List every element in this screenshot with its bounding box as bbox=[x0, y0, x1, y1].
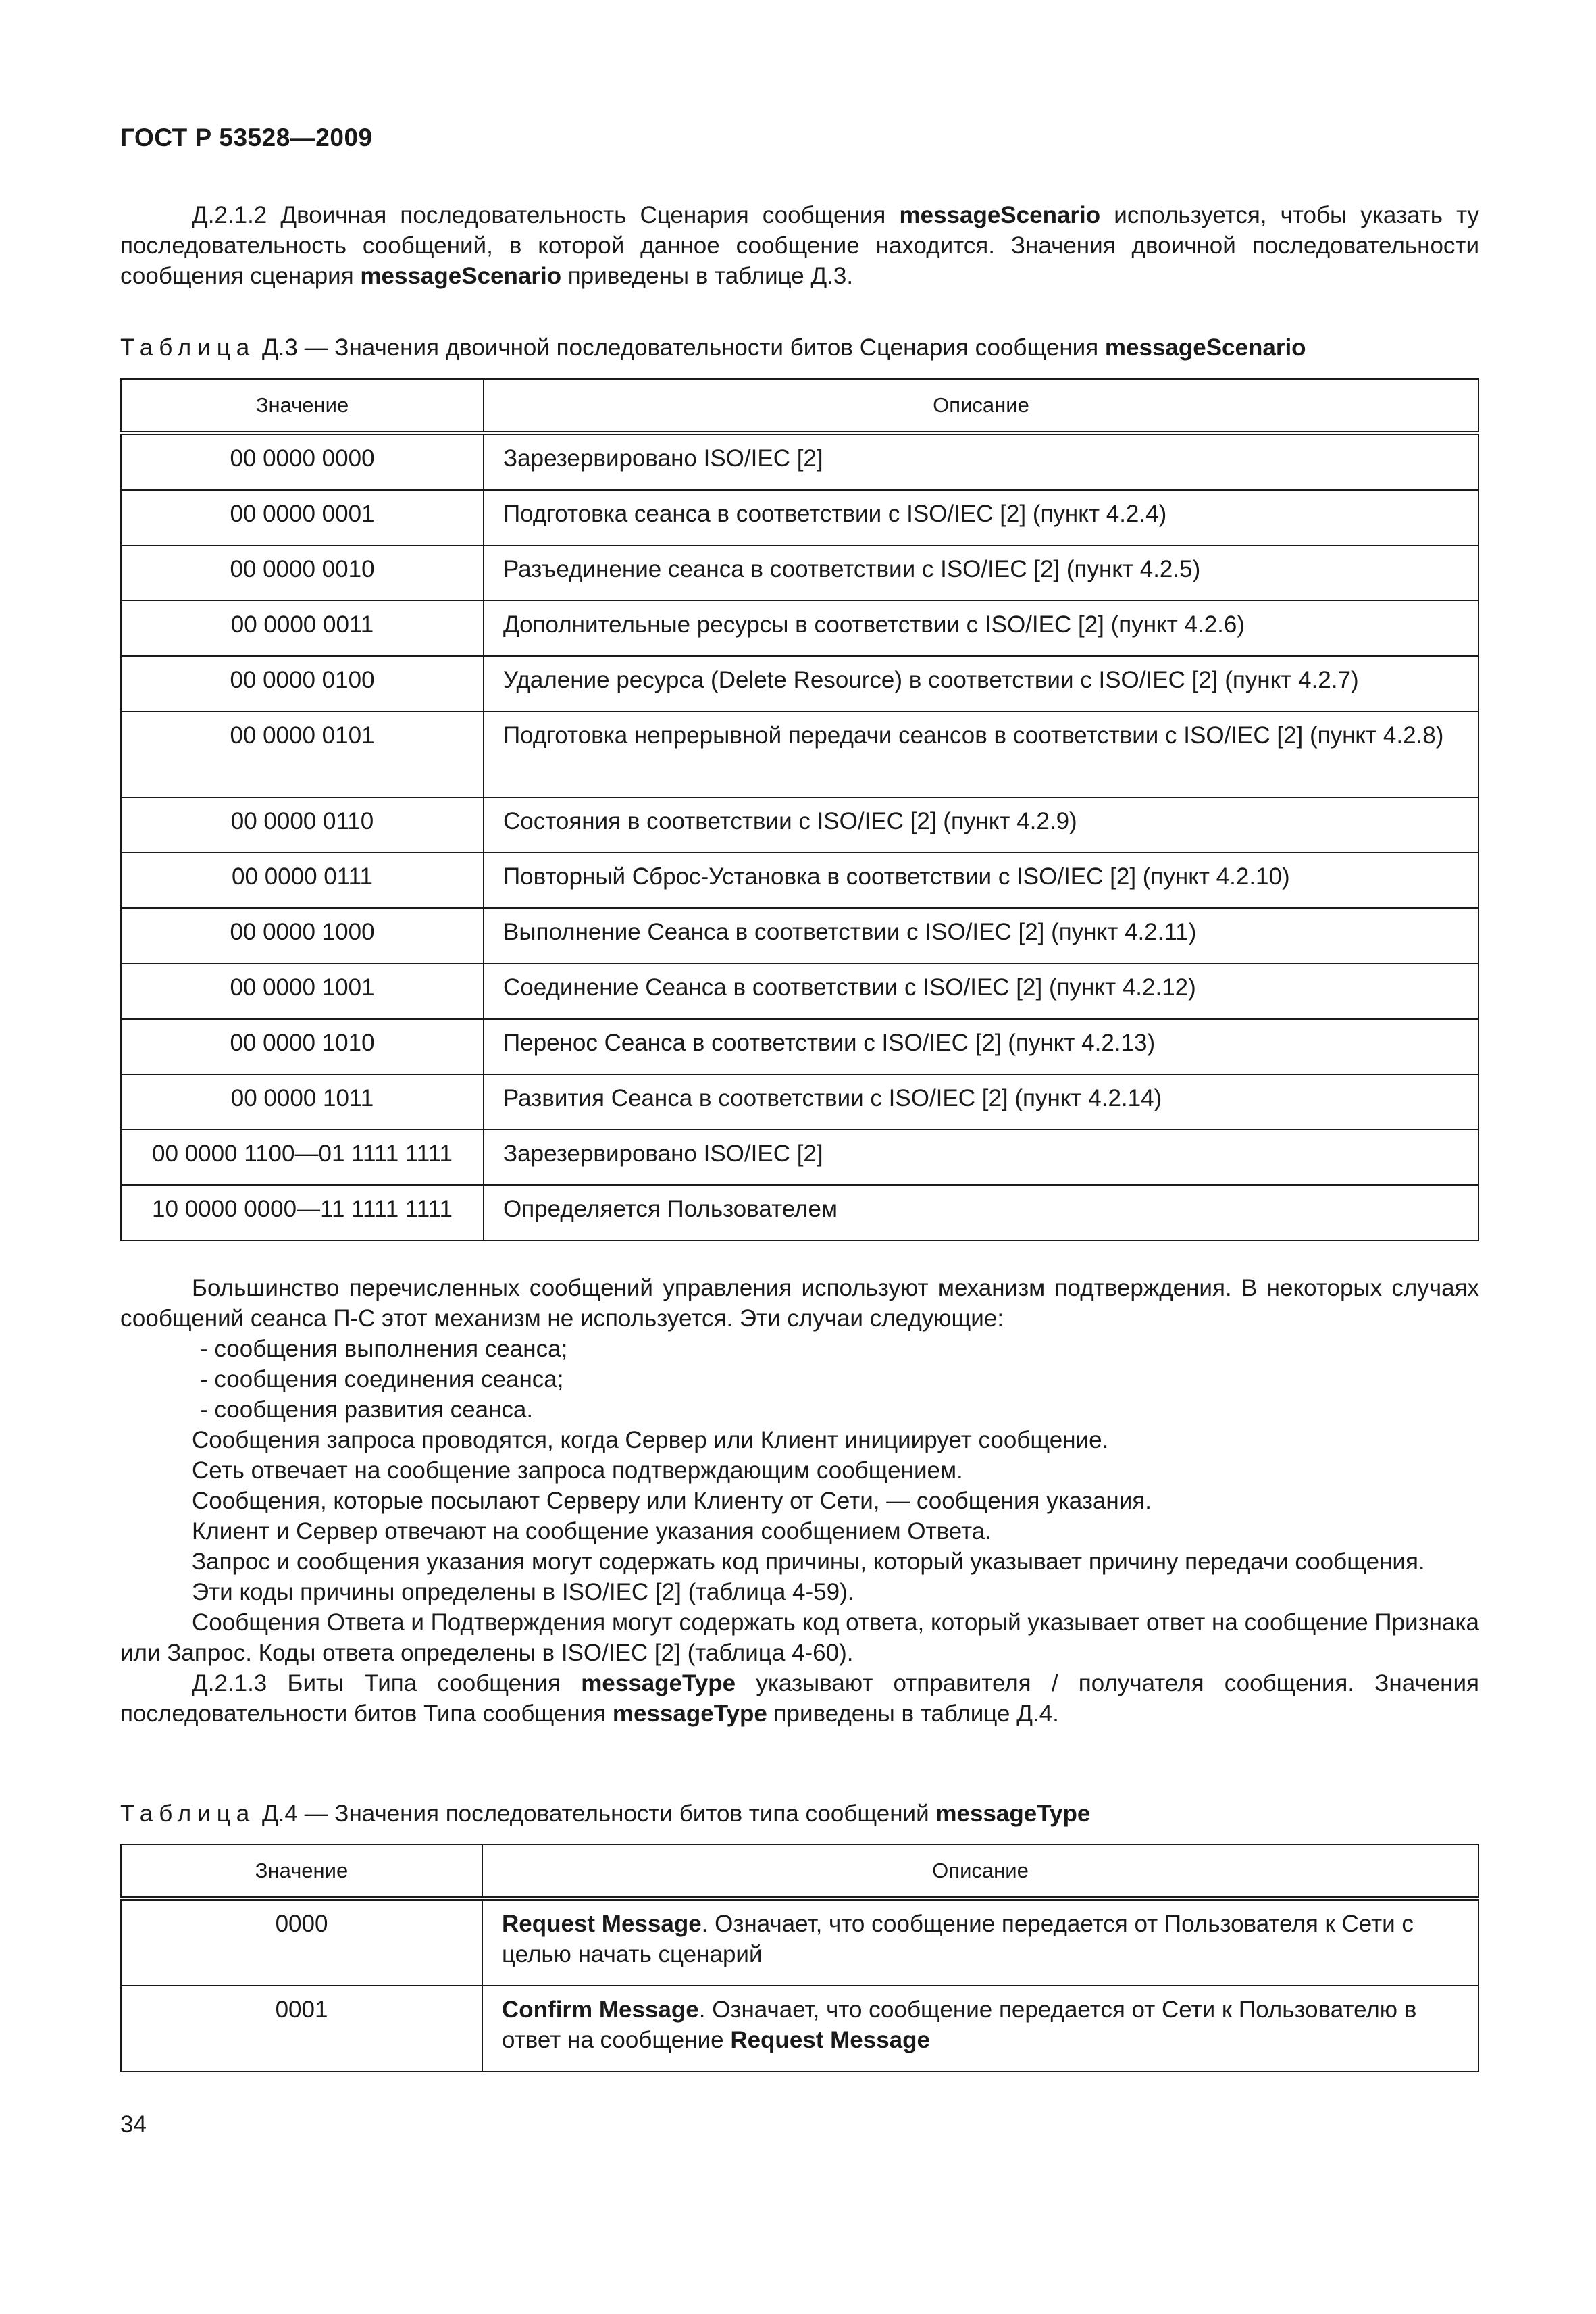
value-cell: 10 0000 0000—11 1111 1111 bbox=[121, 1185, 484, 1240]
body-paragraph-5: Клиент и Сервер отвечают на сообщение указания сообщением Ответа. bbox=[192, 1518, 992, 1544]
standard-header: ГОСТ Р 53528—2009 bbox=[120, 124, 373, 151]
table3 bbox=[120, 378, 1479, 1241]
p9-text-post: приведены в таблице Д.4. bbox=[767, 1701, 1059, 1727]
body-paragraph-2: Сообщения запроса проводятся, когда Сервер или Клиент инициирует сообщение. bbox=[192, 1427, 1109, 1453]
table3-header-value: Значение bbox=[121, 379, 484, 433]
description-cell: Развития Сеанса в соответствии с ISO/IEC [2] (пункт 4.2.14) bbox=[484, 1074, 1478, 1130]
intro-text-pre: Д.2.1.2 Двоичная последовательность Сценария сообщения bbox=[192, 202, 900, 228]
p9-text-mid: указывают отправителя / получателя сообщения. Значения последовательности битов Типа сообщения bbox=[120, 1670, 1479, 1727]
body-paragraph-1: Большинство перечисленных сообщений управления используют механизм подтверждения. В некоторых случаях сообщений сеанса П-С этот механизм не используется. Эти случаи следующие: bbox=[120, 1275, 1479, 1332]
table-row bbox=[121, 963, 1478, 1019]
message-name: Confirm Message bbox=[502, 1996, 699, 2023]
list-item: - сообщения выполнения сеанса; bbox=[200, 1336, 568, 1362]
table3-caption bbox=[120, 332, 1479, 363]
table-row bbox=[121, 711, 1478, 797]
value-cell: 0001 bbox=[121, 1986, 482, 2071]
table-row bbox=[121, 545, 1478, 601]
table-row bbox=[121, 1185, 1478, 1240]
intro-text-post: приведены в таблице Д.3. bbox=[561, 263, 854, 289]
table4-caption-text: Д.4 — Значения последовательности битов типа сообщений bbox=[255, 1801, 936, 1827]
table-row bbox=[121, 1130, 1478, 1185]
table-row bbox=[121, 1074, 1478, 1130]
value-cell: 00 0000 0110 bbox=[121, 797, 484, 853]
description-cell: Подготовка непрерывной передачи сеансов в соответствии с ISO/IEC [2] (пункт 4.2.8) bbox=[484, 711, 1478, 797]
p9-text-pre: Д.2.1.3 Биты Типа сообщения bbox=[192, 1670, 582, 1696]
table3-body bbox=[121, 433, 1478, 1240]
intro-text-mid: используется, чтобы указать ту последовательность сообщений, в которой данное сообщение находится. Значения двоичной последовательности сообщения сценария bbox=[120, 202, 1479, 289]
value-cell: 00 0000 1100—01 1111 1111 bbox=[121, 1130, 484, 1185]
table4-caption-word: Таблица bbox=[120, 1801, 256, 1827]
body-text bbox=[120, 1273, 1479, 1729]
table3-caption-term: messageScenario bbox=[1104, 334, 1306, 361]
table-row bbox=[121, 433, 1478, 490]
message-name: Request Message bbox=[730, 2027, 930, 2053]
description-cell: Повторный Сброс-Установка в соответствии с ISO/IEC [2] (пункт 4.2.10) bbox=[484, 853, 1478, 908]
value-cell: 00 0000 0101 bbox=[121, 711, 484, 797]
table-row bbox=[121, 490, 1478, 545]
table4-header-description: Описание bbox=[482, 1844, 1478, 1898]
table-row bbox=[121, 601, 1478, 656]
value-cell: 00 0000 1010 bbox=[121, 1019, 484, 1074]
description-cell: Зарезервировано ISO/IEC [2] bbox=[484, 433, 1478, 490]
value-cell: 00 0000 0011 bbox=[121, 601, 484, 656]
value-cell: 00 0000 1001 bbox=[121, 963, 484, 1019]
table4-caption-term: messageType bbox=[935, 1801, 1091, 1827]
table-row bbox=[121, 1986, 1478, 2071]
value-cell: 00 0000 0000 bbox=[121, 433, 484, 490]
body-paragraph-3: Сеть отвечает на сообщение запроса подтверждающим сообщением. bbox=[192, 1457, 963, 1484]
value-cell: 00 0000 1011 bbox=[121, 1074, 484, 1130]
table3-header-description: Описание bbox=[484, 379, 1478, 433]
value-cell: 0000 bbox=[121, 1898, 482, 1986]
body-paragraph-7: Эти коды причины определены в ISO/IEC [2] (таблица 4-59). bbox=[192, 1579, 854, 1605]
body-paragraph-4: Сообщения, которые посылают Серверу или Клиенту от Сети, — сообщения указания. bbox=[192, 1488, 1152, 1514]
table4-caption bbox=[120, 1799, 1479, 1829]
intro-term-2: messageScenario bbox=[360, 263, 562, 289]
description-cell: Состояния в соответствии с ISO/IEC [2] (пункт 4.2.9) bbox=[484, 797, 1478, 853]
table-row bbox=[121, 1019, 1478, 1074]
message-name: Request Message bbox=[502, 1911, 702, 1937]
intro-term-1: messageScenario bbox=[899, 202, 1101, 228]
table-row bbox=[121, 908, 1478, 963]
description-text: . Означает, что сообщение передается от Пользователя к Сети с целью начать сценарий bbox=[502, 1911, 1414, 1967]
body-paragraph-6: Запрос и сообщения указания могут содержать код причины, который указывает причину передачи сообщения. bbox=[192, 1549, 1425, 1575]
table-row bbox=[121, 656, 1478, 711]
table3-caption-word: Таблица bbox=[120, 334, 256, 361]
value-cell: 00 0000 0100 bbox=[121, 656, 484, 711]
table-row bbox=[121, 853, 1478, 908]
description-cell: Выполнение Сеанса в соответствии с ISO/IEC [2] (пункт 4.2.11) bbox=[484, 908, 1478, 963]
value-cell: 00 0000 0010 bbox=[121, 545, 484, 601]
value-cell: 00 0000 1000 bbox=[121, 908, 484, 963]
description-cell: Соединение Сеанса в соответствии с ISO/IEC [2] (пункт 4.2.12) bbox=[484, 963, 1478, 1019]
table-row bbox=[121, 797, 1478, 853]
description-text: . Означает, что сообщение передается от Сети к Пользователю в ответ на сообщение bbox=[502, 1996, 1417, 2053]
value-cell: 00 0000 0111 bbox=[121, 853, 484, 908]
description-cell bbox=[482, 1986, 1478, 2071]
description-cell: Дополнительные ресурсы в соответствии с ISO/IEC [2] (пункт 4.2.6) bbox=[484, 601, 1478, 656]
p9-term-1: messageType bbox=[581, 1670, 736, 1696]
description-cell bbox=[482, 1898, 1478, 1986]
body-paragraph-8: Сообщения Ответа и Подтверждения могут содержать код ответа, который указывает ответ на сообщение Признака или Запрос. Коды ответа определены в ISO/IEC [2] (таблица 4-60). bbox=[120, 1609, 1479, 1666]
table-row bbox=[121, 1898, 1478, 1986]
list-item: - сообщения соединения сеанса; bbox=[200, 1366, 564, 1392]
value-cell: 00 0000 0001 bbox=[121, 490, 484, 545]
description-cell: Удаление ресурса (Delete Resource) в соответствии с ISO/IEC [2] (пункт 4.2.7) bbox=[484, 656, 1478, 711]
intro-paragraph bbox=[120, 200, 1479, 291]
table4-body bbox=[121, 1898, 1478, 2071]
description-cell: Перенос Сеанса в соответствии с ISO/IEC [2] (пункт 4.2.13) bbox=[484, 1019, 1478, 1074]
body-paragraph-9 bbox=[120, 1668, 1479, 1729]
description-cell: Разъединение сеанса в соответствии с ISO/IEC [2] (пункт 4.2.5) bbox=[484, 545, 1478, 601]
page-number: 34 bbox=[120, 2111, 147, 2138]
table3-caption-text: Д.3 — Значения двоичной последовательности битов Сценария сообщения bbox=[255, 334, 1105, 361]
table4-header-value: Значение bbox=[121, 1844, 482, 1898]
description-cell: Зарезервировано ISO/IEC [2] bbox=[484, 1130, 1478, 1185]
description-cell: Определяется Пользователем bbox=[484, 1185, 1478, 1240]
description-cell: Подготовка сеанса в соответствии с ISO/IEC [2] (пункт 4.2.4) bbox=[484, 490, 1478, 545]
list-item: - сообщения развития сеанса. bbox=[200, 1397, 534, 1423]
p9-term-2: messageType bbox=[612, 1701, 767, 1727]
table4 bbox=[120, 1844, 1479, 2072]
